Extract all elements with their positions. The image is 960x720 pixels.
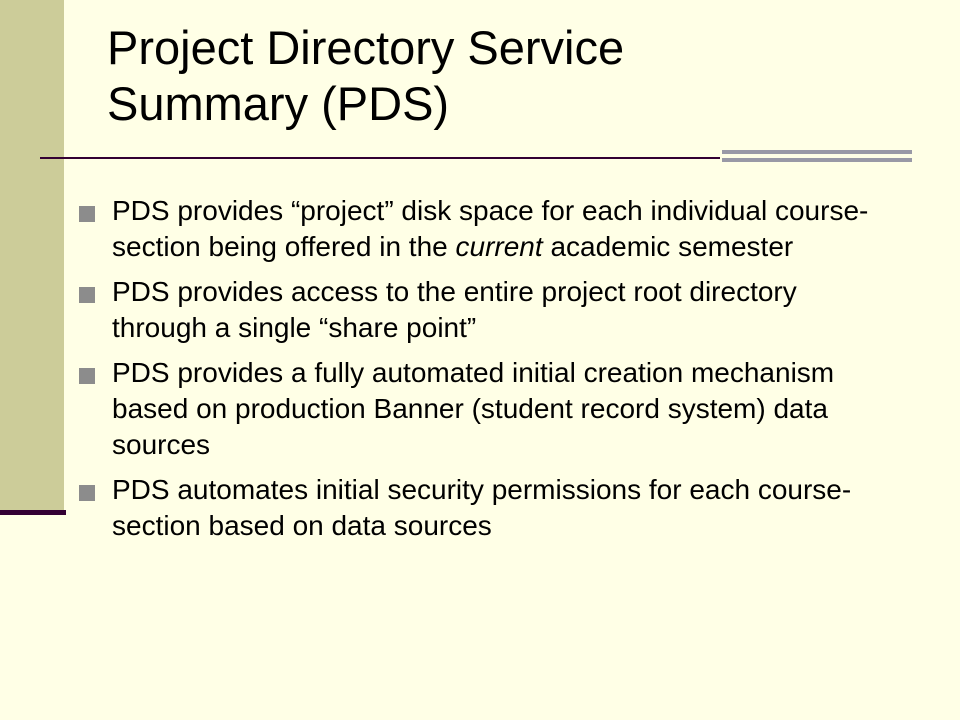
square-bullet-icon	[79, 206, 95, 222]
slide-title-line-2: Summary (PDS)	[107, 77, 450, 130]
bullet-item	[77, 472, 877, 544]
bullet-text	[112, 195, 868, 262]
bullet-item	[77, 193, 877, 265]
square-bullet-icon	[79, 368, 95, 384]
bullet-text: PDS provides access to the entire project root directory through a single “share point”	[112, 276, 797, 343]
slide-title-line-1: Project Directory Service	[107, 21, 625, 74]
bullet-item	[77, 355, 877, 463]
bullet-item	[77, 274, 877, 346]
bullet-text-part: academic semester	[542, 231, 794, 262]
bullet-emphasis: current	[455, 231, 543, 262]
title-accent-rule	[722, 150, 912, 164]
bullet-text: PDS automates initial security permissions for each course-section based on data sources	[112, 474, 852, 541]
side-bar-rule	[0, 510, 66, 515]
title-underline	[40, 157, 720, 159]
accent-stripe	[722, 150, 912, 154]
side-bar	[0, 0, 64, 513]
accent-stripe	[722, 158, 912, 162]
slide-title	[107, 20, 907, 132]
bullet-list	[77, 193, 877, 553]
square-bullet-icon	[79, 287, 95, 303]
square-bullet-icon	[79, 485, 95, 501]
bullet-text: PDS provides a fully automated initial creation mechanism based on production Banner (student record system) data sources	[112, 357, 835, 460]
bullet-text-part: PDS provides “project” disk space for each individual course-section being offered in the	[112, 195, 869, 262]
